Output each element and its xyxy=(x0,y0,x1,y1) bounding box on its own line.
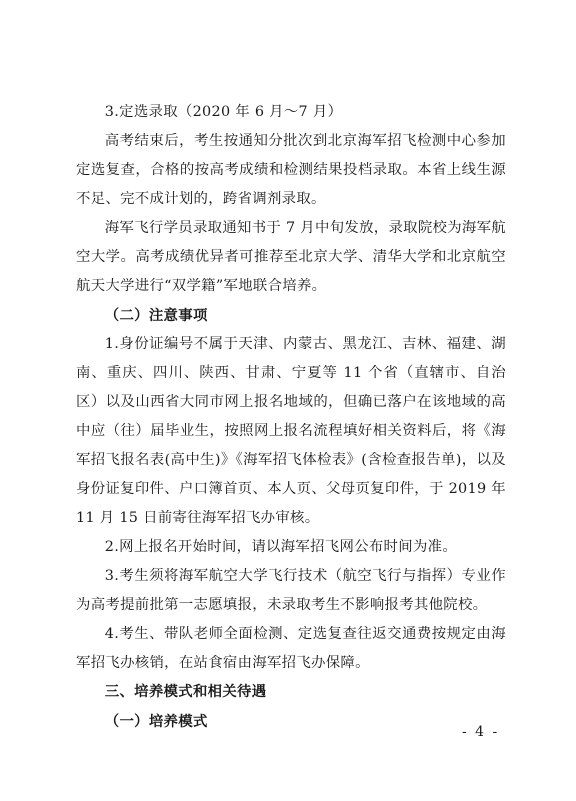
document-body xyxy=(76,98,506,736)
paragraph-note-4: 4.考生、带队老师全面检测、定选复查往返交通费按规定由海军招飞办核销，在站食宿由海军招飞办保障。 xyxy=(76,626,506,671)
section-heading-training: 三、培养模式和相关待遇 xyxy=(104,684,267,700)
paragraph-after-exam: 高考结束后，考生按通知分批次到北京海军招飞检测中心参加定选复查，合格的按高考成绩和检测结果投档录取。本省上线生源不足、完不成计划的，跨省调剂录取。 xyxy=(76,133,506,207)
paragraph-admission-selection: 3.定选录取（2020 年 6 月～7 月） xyxy=(104,104,343,120)
section-heading-notes: （二）注意事项 xyxy=(104,307,208,324)
paragraph-note-1: 1.身份证编号不属于天津、内蒙古、黑龙江、吉林、福建、湖南、重庆、四川、陕西、甘肃、宁夏等 11 个省（直辖市、自治区）以及山西省大同市网上报名地域的，但确已落户在该地域的高中应（往）届毕业生，按照网上报名流程填好相关资料后，将《海军招飞报名表(高中生)》《海军招飞体检表》(含检查报告单)，以及身份证复印件、户口簿首页、本人页、父母页复印件，于 2019 年 11 月 15 日前寄往海军招飞办审核。 xyxy=(76,336,506,526)
paragraph-note-2: 2.网上报名开始时间，请以海军招飞网公布时间为准。 xyxy=(104,539,458,555)
paragraph-note-3: 3.考生须将海军航空大学飞行技术（航空飞行与指挥）专业作为高考提前批第一志愿填报，未录取考生不影响报考其他院校。 xyxy=(76,568,506,613)
subsection-heading-training-mode: （一）培养模式 xyxy=(104,713,208,730)
page-number: - 4 - xyxy=(462,724,500,740)
paragraph-admission-notice: 海军飞行学员录取通知书于 7 月中旬发放，录取院校为海军航空大学。高考成绩优异者可推荐至北京大学、清华大学和北京航空航天大学进行“双学籍”军地联合培养。 xyxy=(76,220,506,294)
